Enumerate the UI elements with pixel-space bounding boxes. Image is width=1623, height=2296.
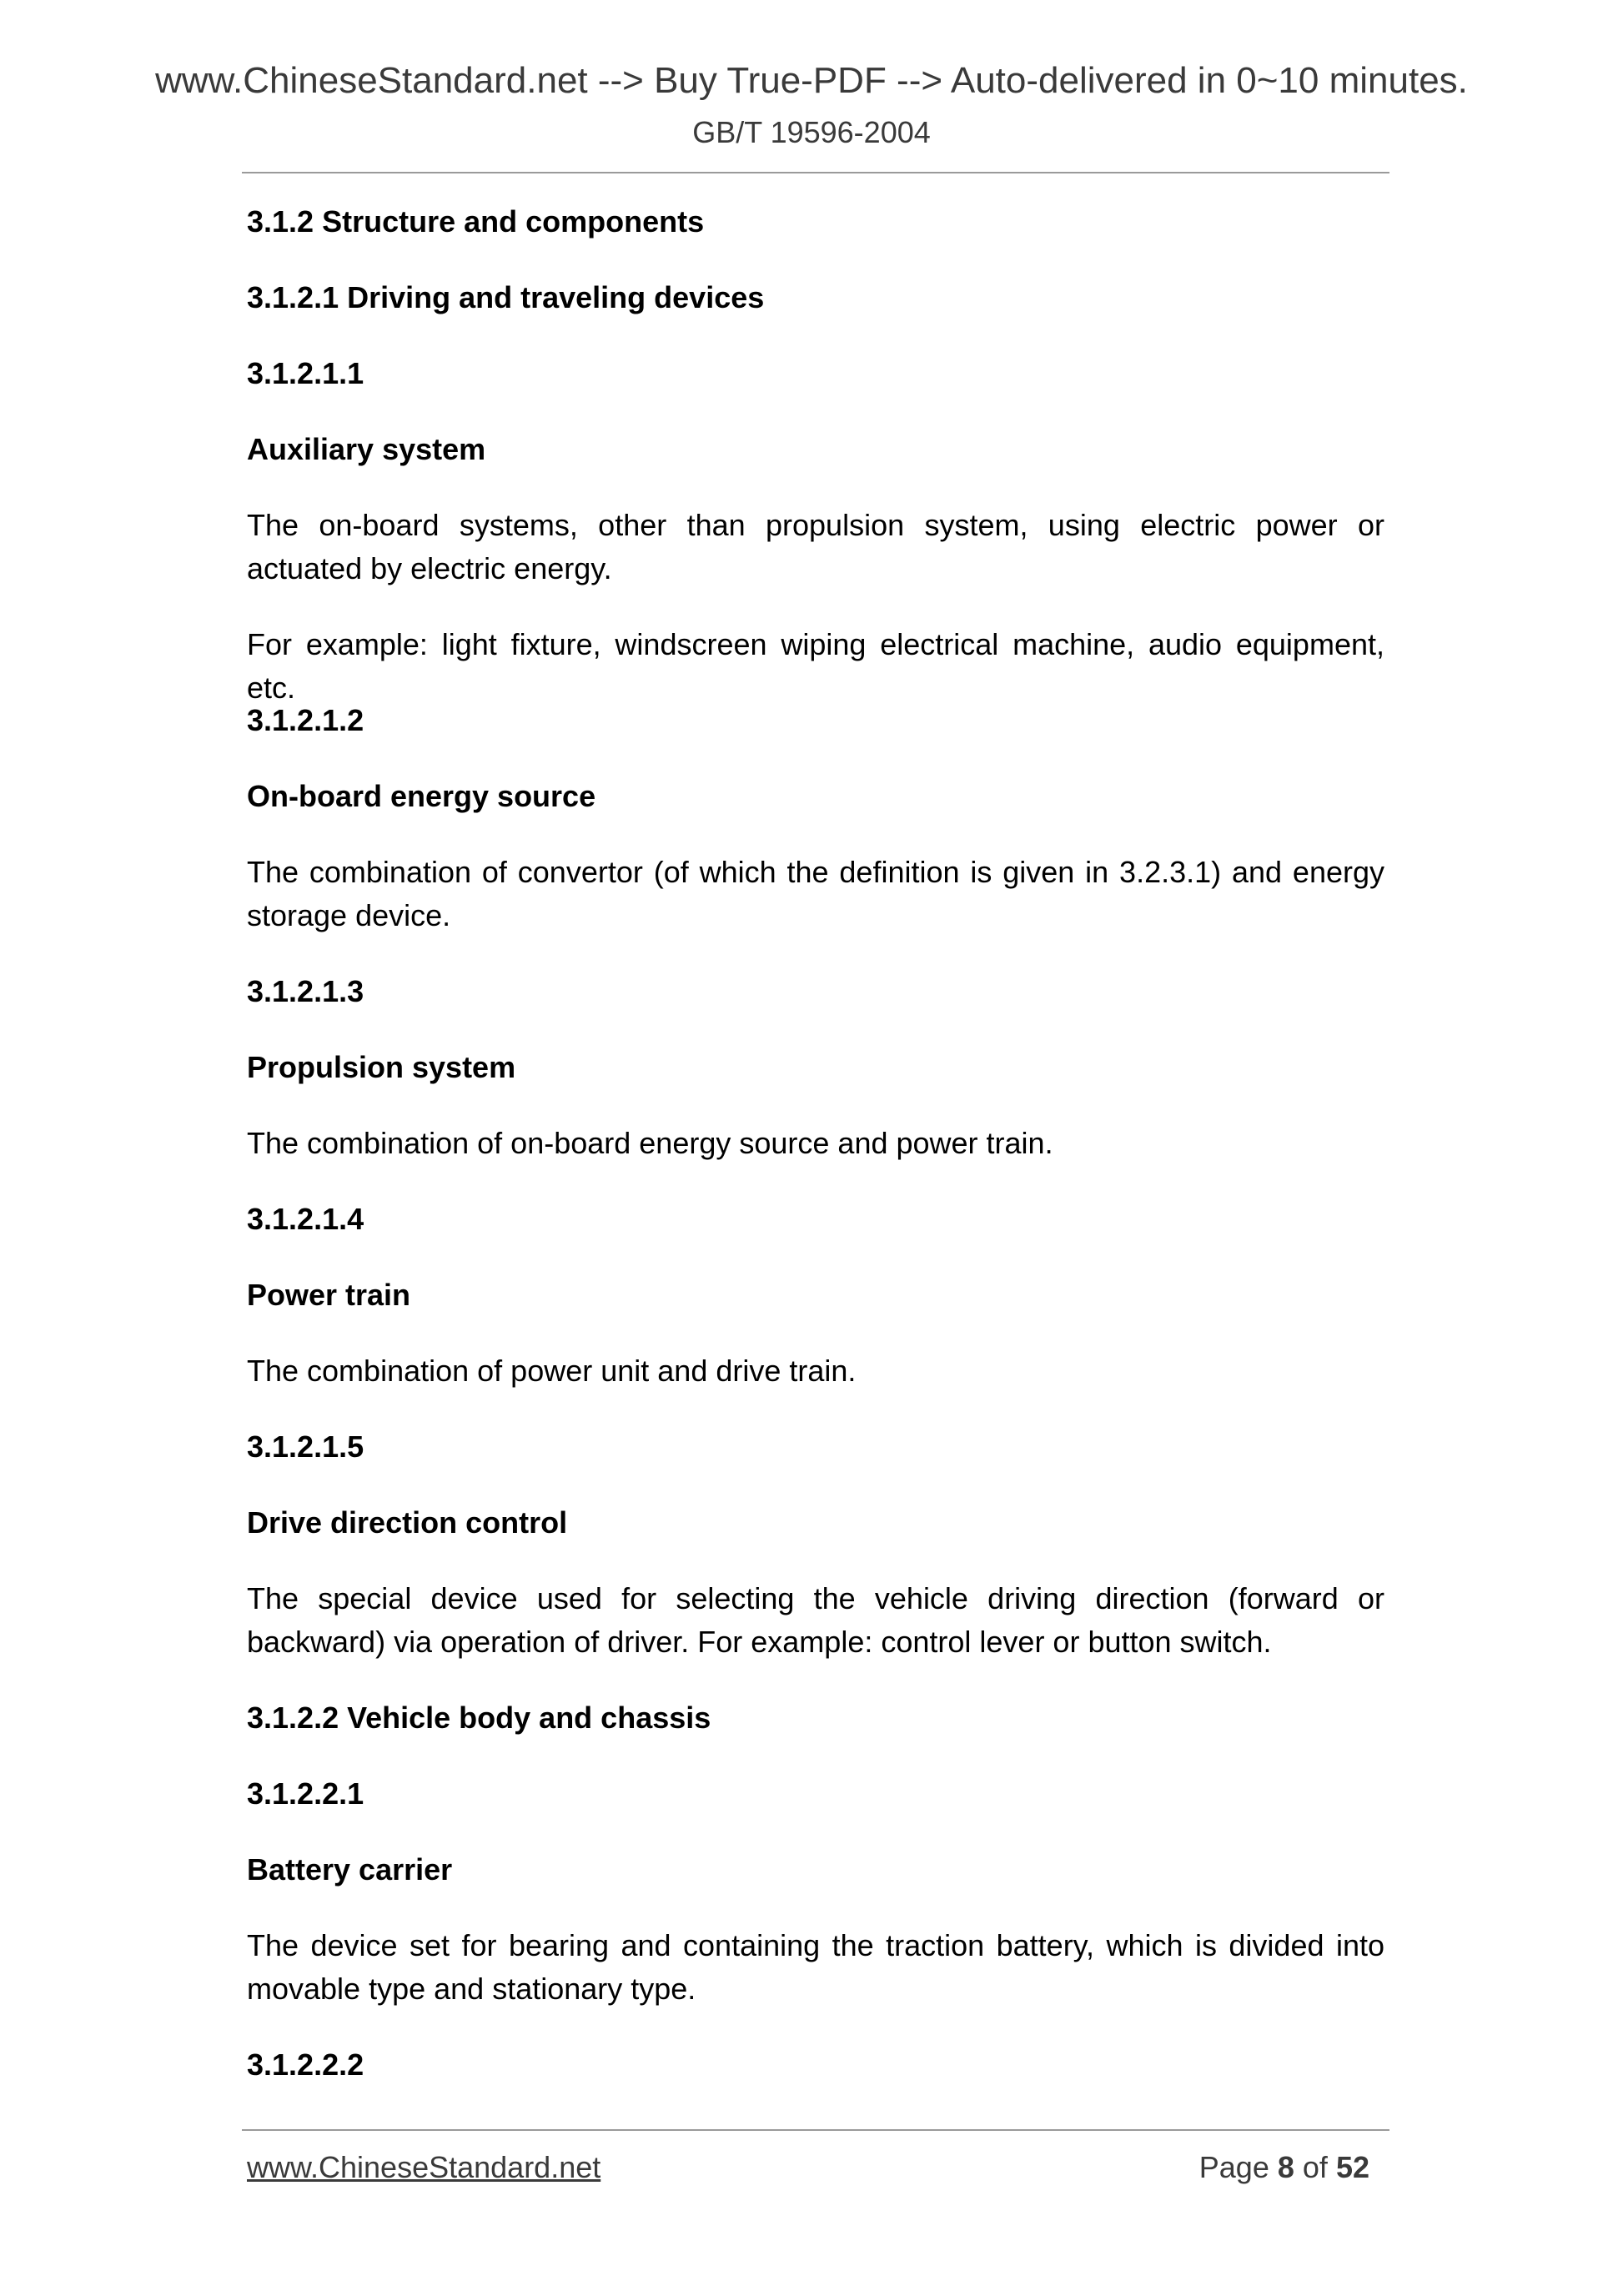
page-word: Page: [1198, 2150, 1269, 2184]
term-title: On-board energy source: [247, 779, 596, 813]
clause-number: 3.1.2.2.2: [247, 2047, 364, 2082]
clause-number: 3.1.2.1.2: [247, 703, 364, 737]
term-definition: The on-board systems, other than propulsion system, using electric power or actuated by electric energy.: [247, 508, 1384, 585]
term-definition: The combination of power unit and drive train.: [247, 1354, 857, 1388]
term-title: Drive direction control: [247, 1505, 568, 1540]
header-divider: [242, 172, 1389, 173]
header-banner: www.ChineseStandard.net --> Buy True-PDF --> Auto-delivered in 0~10 minutes.: [155, 60, 1468, 101]
term-title: Auxiliary system: [247, 432, 486, 466]
term-definition: The device set for bearing and containing the traction battery, which is divided into movable type and stationary type.: [247, 1928, 1384, 2006]
clause-number: 3.1.2.1.4: [247, 1202, 364, 1236]
standard-code: GB/T 19596-2004: [692, 115, 931, 149]
page-indicator: [1199, 2150, 1369, 2185]
clause-number: 3.1.2.2.1: [247, 1776, 364, 1811]
page-total: 52: [1335, 2150, 1369, 2184]
term-example: For example: light fixture, windscreen wiping electrical machine, audio equipment, etc.: [247, 627, 1384, 705]
term-definition: The combination of convertor (of which the definition is given in 3.2.3.1) and energy storage device.: [247, 855, 1384, 932]
clause-number: 3.1.2.1.5: [247, 1429, 364, 1464]
section-heading: 3.1.2 Structure and components: [247, 204, 705, 239]
footer-site-link[interactable]: www.ChineseStandard.net: [247, 2150, 601, 2184]
page-of: of: [1302, 2150, 1328, 2184]
page-current: 8: [1277, 2150, 1294, 2184]
term-title: Battery carrier: [247, 1852, 453, 1887]
term-definition: The combination of on-board energy source and power train.: [247, 1126, 1053, 1160]
footer-divider: [242, 2129, 1389, 2131]
subsection-heading: 3.1.2.1 Driving and traveling devices: [247, 280, 765, 314]
term-title: Power train: [247, 1278, 411, 1312]
term-definition: The special device used for selecting the vehicle driving direction (forward or backward) via operation of driver. For example: control lever or button switch.: [247, 1581, 1384, 1659]
term-title: Propulsion system: [247, 1050, 516, 1084]
subsection-heading: 3.1.2.2 Vehicle body and chassis: [247, 1701, 711, 1735]
clause-number: 3.1.2.1.1: [247, 356, 364, 390]
clause-number: 3.1.2.1.3: [247, 974, 364, 1008]
